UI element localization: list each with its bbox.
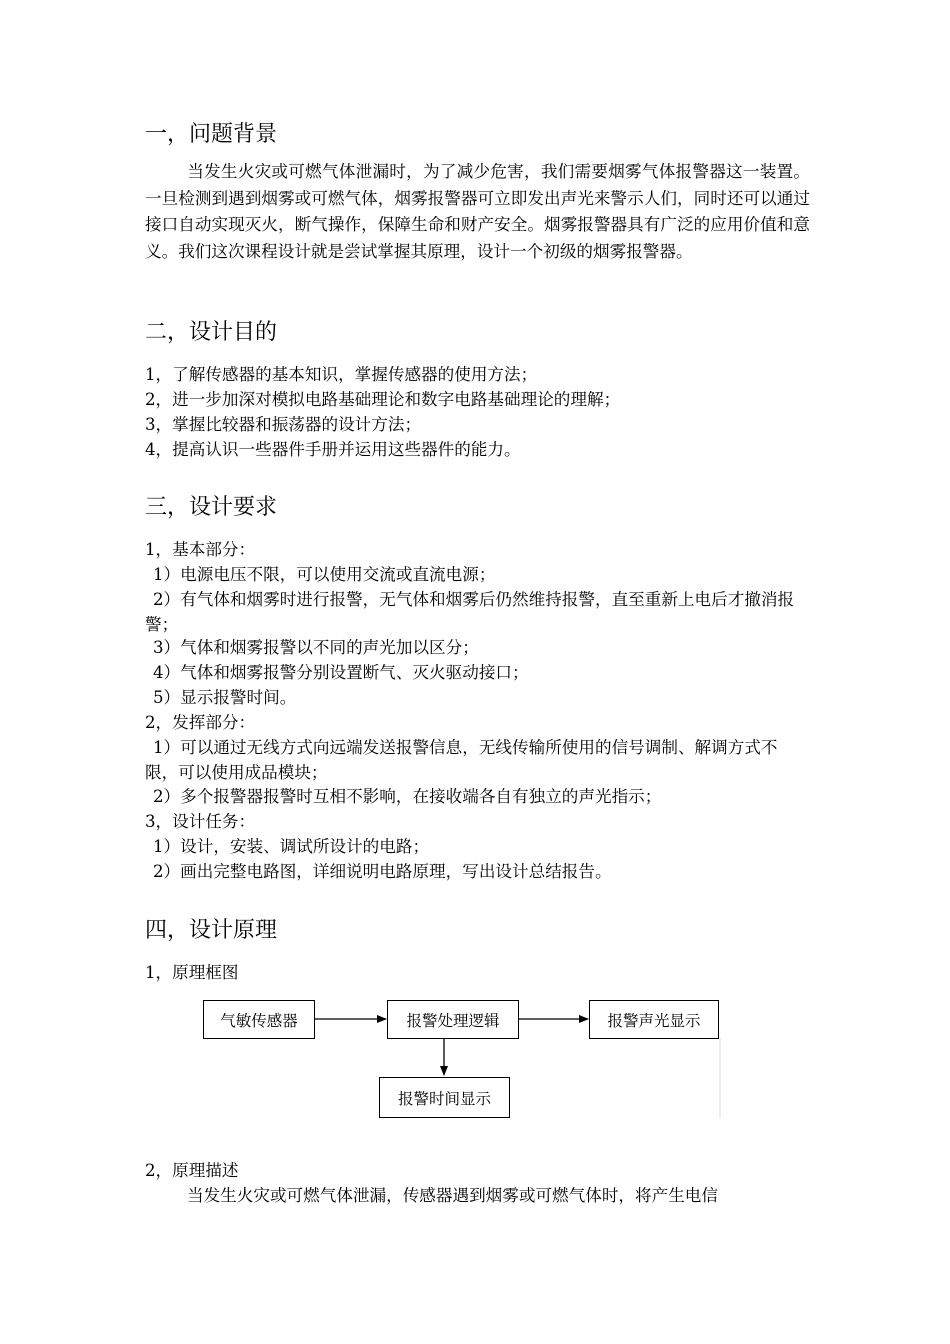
extra-item [145, 785, 810, 810]
purpose-item: 4，提高认识一些器件手册并运用这些器件的能力。 [145, 440, 521, 459]
task-item-text: 1）设计，安装、调试所设计的电路； [153, 837, 430, 856]
background-paragraph [145, 159, 810, 265]
section-heading-requirements: 三，设计要求 [145, 495, 278, 520]
sensor-box: 气敏传感器 [203, 1000, 315, 1039]
section-heading-principle: 四，设计原理 [145, 918, 278, 943]
purpose-item: 2，进一步加深对模拟电路基础理论和数字电路基础理论的理解； [145, 390, 621, 409]
basic-item-text: 1）电源电压不限，可以使用交流或直流电源； [153, 565, 496, 584]
basic-item [145, 563, 810, 588]
basic-part-title: 1，基本部分： [145, 540, 256, 559]
task-item-text: 2）画出完整电路图，详细说明电路原理，写出设计总结报告。 [153, 862, 612, 881]
extra-item-text: 1）可以通过无线方式向远端发送报警信息，无线传输所使用的信号调制、解调方式不限，可以使用成品模块； [145, 738, 778, 782]
task-item [145, 835, 810, 860]
background-paragraph-text: 当发生火灾或可燃气体泄漏时，为了减少危害，我们需要烟雾气体报警器这一装置。一旦检测到遇到烟雾或可燃气体，烟雾报警器可立即发出声光来警示人们，同时还可以通过接口自动实现灭火，断气操作，保障生命和财产安全。烟雾报警器具有广泛的应用价值和意义。我们这次课程设计就是尝试掌握其原理，设计一个初级的烟雾报警器。 [145, 162, 810, 261]
description-title: 2，原理描述 [145, 1161, 239, 1180]
task-title: 3，设计任务： [145, 812, 256, 831]
task-item [145, 860, 810, 885]
section-heading-purpose: 二，设计目的 [145, 320, 278, 345]
basic-item [145, 686, 810, 711]
alarm-display-box: 报警声光显示 [589, 1000, 719, 1039]
description-paragraph-text: 当发生火灾或可燃气体泄漏，传感器遇到烟雾或可燃气体时，将产生电信 [187, 1186, 718, 1205]
purpose-item: 1，了解传感器的基本知识，掌握传感器的使用方法； [145, 365, 538, 384]
basic-item-text: 4）气体和烟雾报警分别设置断气、灭火驱动接口； [153, 663, 529, 682]
purpose-item: 3，掌握比较器和振荡器的设计方法； [145, 415, 422, 434]
extra-item [145, 736, 810, 785]
basic-item-text: 2）有气体和烟雾时进行报警，无气体和烟雾后仍然维持报警，直至重新上电后才撤消报警； [145, 590, 795, 634]
basic-item [145, 636, 810, 661]
basic-item-text: 5）显示报警时间。 [153, 688, 297, 707]
basic-item-text: 3）气体和烟雾报警以不同的声光加以区分； [153, 638, 479, 657]
basic-item [145, 661, 810, 686]
diagram-title: 1，原理框图 [145, 963, 239, 982]
time-display-box: 报警时间显示 [379, 1077, 510, 1118]
description-paragraph [145, 1184, 810, 1209]
basic-item [145, 588, 810, 637]
extra-item-text: 2）多个报警器报警时互相不影响，在接收端各自有独立的声光指示； [153, 787, 662, 806]
extra-part-title: 2，发挥部分： [145, 713, 256, 732]
logic-box: 报警处理逻辑 [387, 1000, 519, 1039]
section-heading-background: 一，问题背景 [145, 122, 278, 147]
